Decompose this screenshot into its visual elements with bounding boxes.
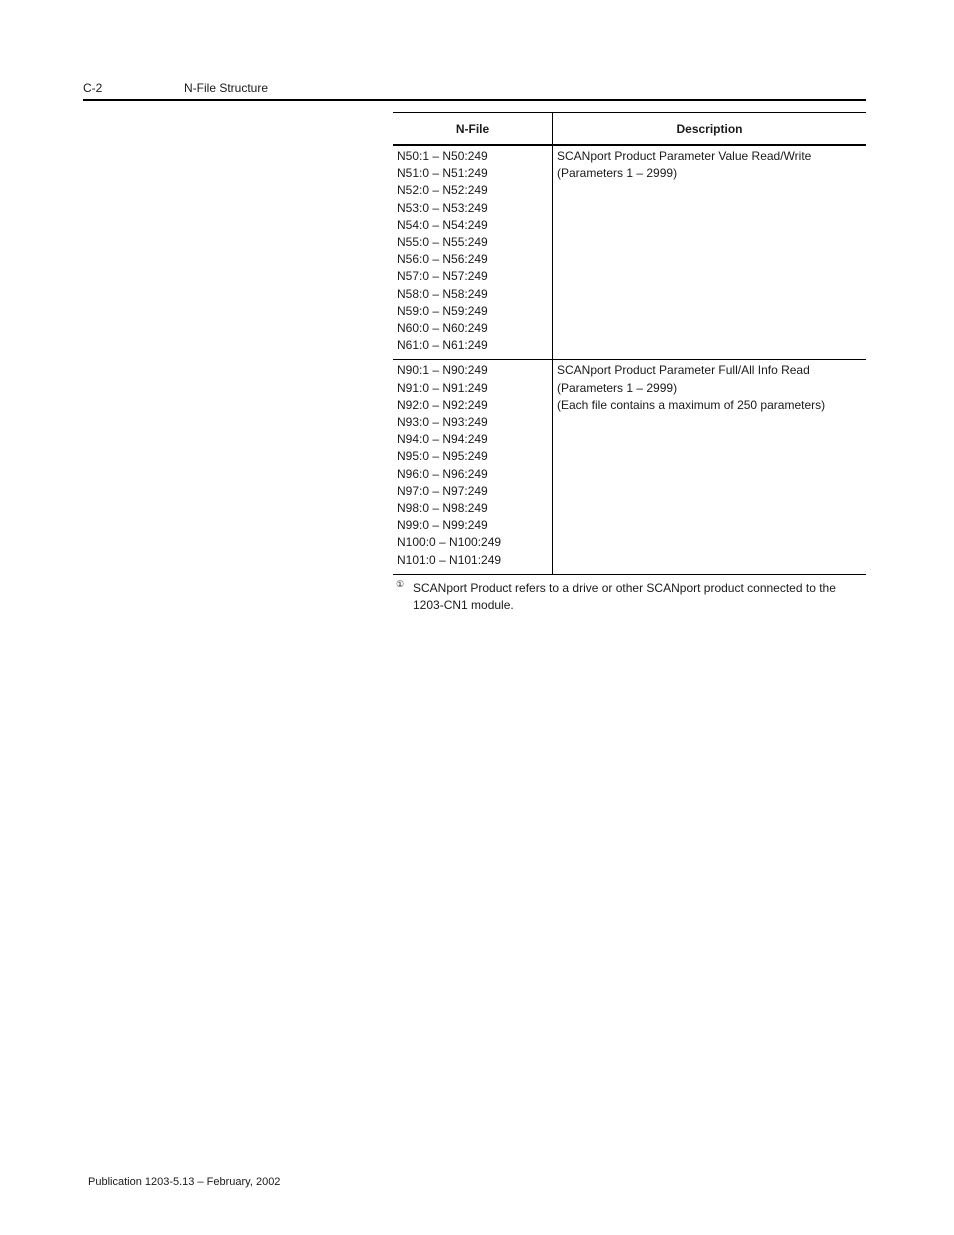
- nfile-range: N91:0 – N91:249: [397, 380, 488, 395]
- nfile-range: N101:0 – N101:249: [397, 552, 502, 567]
- nfile-range: N52:0 – N52:249: [397, 183, 488, 198]
- nfile-range: N56:0 – N56:249: [397, 252, 488, 267]
- nfile-range: N59:0 – N59:249: [397, 303, 488, 318]
- nfile-range: N55:0 – N55:249: [397, 235, 488, 250]
- column-header-description: Description: [553, 113, 867, 146]
- nfile-range: N58:0 – N58:249: [397, 286, 488, 301]
- nfile-range: N51:0 – N51:249: [397, 166, 488, 181]
- description-cell: [553, 145, 867, 360]
- nfile-cell: [393, 360, 553, 574]
- page-footer: Publication 1203-5.13 – February, 2002: [88, 1176, 281, 1188]
- nfile-range: N99:0 – N99:249: [397, 518, 488, 533]
- nfile-range: N54:0 – N54:249: [397, 217, 488, 232]
- nfile-range: N93:0 – N93:249: [397, 415, 488, 430]
- nfile-range: N94:0 – N94:249: [397, 432, 488, 447]
- nfile-range: N100:0 – N100:249: [397, 535, 502, 550]
- description-line: (Parameters 1 – 2999): [557, 380, 678, 395]
- description-line: (Parameters 1 – 2999): [557, 166, 678, 181]
- nfile-range: N96:0 – N96:249: [397, 466, 488, 481]
- page-number: C-2: [83, 81, 103, 95]
- nfile-table: [393, 112, 866, 575]
- nfile-range: N53:0 – N53:249: [397, 200, 488, 215]
- table-row: [393, 145, 866, 360]
- description-cell: [553, 360, 867, 574]
- nfile-range: N50:1 – N50:249: [397, 149, 488, 163]
- nfile-range: N60:0 – N60:249: [397, 321, 488, 336]
- nfile-range: N90:1 – N90:249: [397, 363, 488, 378]
- table-row: [393, 360, 866, 574]
- nfile-range: N97:0 – N97:249: [397, 483, 488, 498]
- nfile-table-container: [393, 112, 866, 614]
- description-line: SCANport Product Parameter Value Read/Write: [557, 149, 812, 163]
- page-header: [83, 80, 866, 101]
- nfile-range: N57:0 – N57:249: [397, 269, 488, 284]
- nfile-range: N92:0 – N92:249: [397, 397, 488, 412]
- section-title: N-File Structure: [184, 81, 269, 95]
- footnote: [393, 580, 843, 614]
- column-header-nfile: N-File: [393, 113, 553, 146]
- footnote-text: SCANport Product refers to a drive or other SCANport product connected to the 1203-CN1 module.: [413, 580, 836, 612]
- description-line: (Each file contains a maximum of 250 parameters): [557, 397, 826, 412]
- nfile-cell: [393, 145, 553, 360]
- footnote-marker: ①: [396, 578, 405, 589]
- nfile-range: N98:0 – N98:249: [397, 501, 488, 516]
- description-line: SCANport Product Parameter Full/All Info Read: [557, 363, 810, 378]
- nfile-range: N95:0 – N95:249: [397, 449, 488, 464]
- table-header-row: [393, 113, 866, 146]
- nfile-range: N61:0 – N61:249: [397, 338, 488, 353]
